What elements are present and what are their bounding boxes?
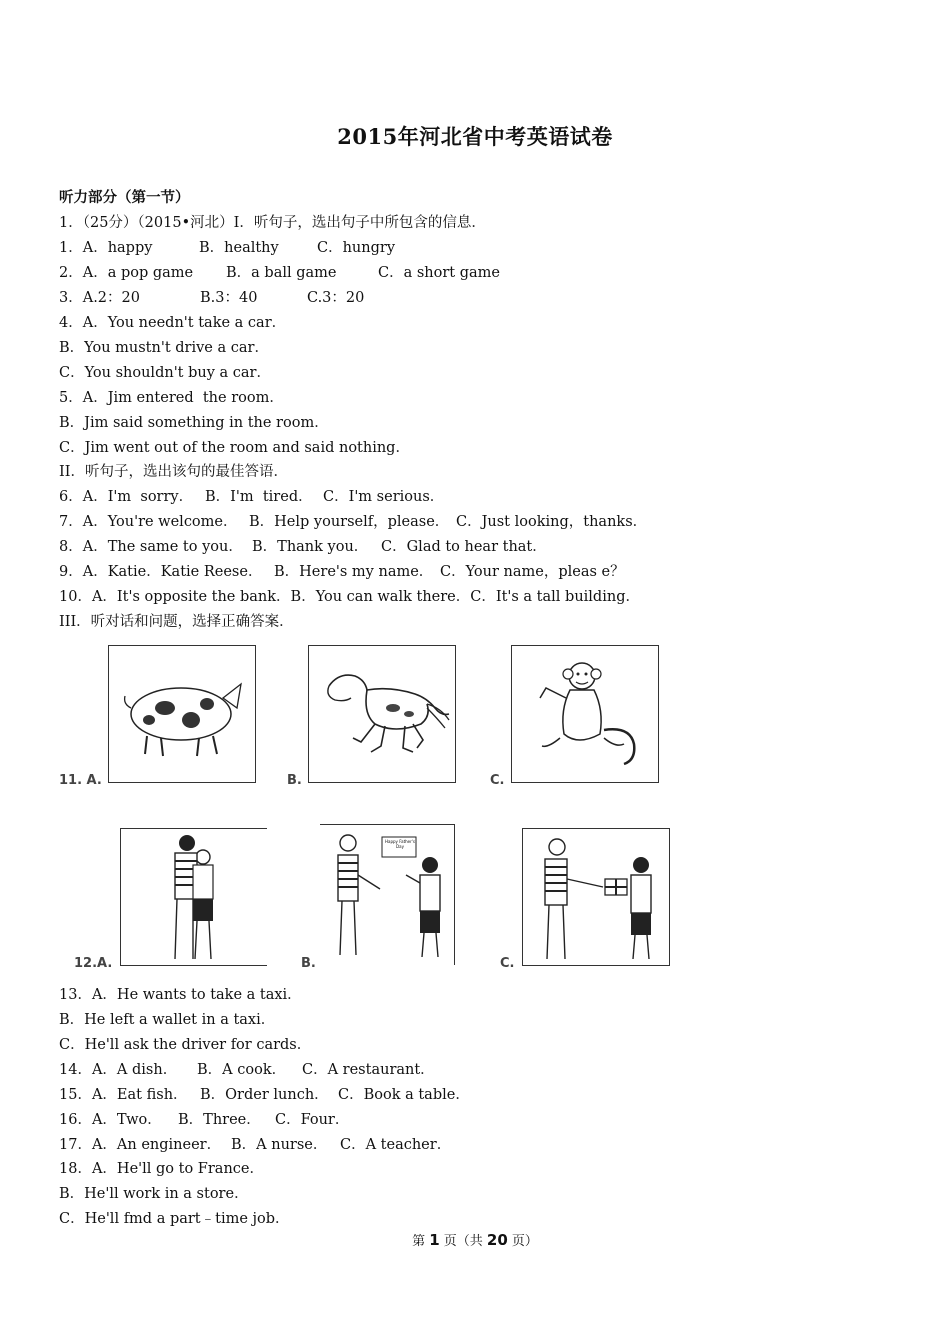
question-text: B．You mustn't drive a car． <box>59 340 269 356</box>
question-text: III．听对话和问题，选择正确答案． <box>59 614 294 630</box>
horse-icon <box>309 646 455 782</box>
answer-option: 3．A.2：20 <box>59 290 140 306</box>
answer-option: B．Order lunch． <box>200 1087 329 1103</box>
question-line <box>59 1157 264 1178</box>
page-footer <box>0 1230 950 1249</box>
question-text: II．听句子，选出该句的最佳答语． <box>59 464 288 480</box>
question-text: 18．A．He'll go to France． <box>59 1161 264 1177</box>
q12-card-text: Happy Father's Day <box>385 839 415 849</box>
section-heading: 听力部分（第一节） <box>59 189 190 206</box>
question-text: C．You shouldn't buy a car． <box>59 365 271 381</box>
answer-option: B．healthy <box>199 240 279 256</box>
answer-option: 7．A．You're welcome． <box>59 514 238 530</box>
answer-option: C.3：20 <box>307 290 365 306</box>
answer-option: C．Your name，pleas e？ <box>440 564 625 580</box>
answer-option: B．a ball game <box>226 265 337 281</box>
question-line <box>59 411 329 432</box>
answer-option: B.3：40 <box>200 290 258 306</box>
answer-option: B．Three． <box>178 1112 261 1128</box>
footer-page-number: 1 <box>429 1231 440 1249</box>
answer-option: 17．A．An engineer． <box>59 1137 222 1153</box>
question-line <box>59 336 269 357</box>
answer-option: B．Here's my name． <box>274 564 434 580</box>
q11-option-a-pig-picture <box>108 645 256 783</box>
page-title: 2015年河北省中考英语试卷 <box>337 124 613 149</box>
monkey-icon <box>512 646 658 782</box>
footer-middle: 页（共 <box>439 1234 487 1249</box>
answer-option: C．A teacher． <box>340 1137 452 1153</box>
question-line <box>59 1182 249 1203</box>
question-text: 1．（25分）（2015•河北）I．听句子，选出句子中所包含的信息． <box>59 215 486 231</box>
question-line <box>59 460 288 481</box>
answer-option: B．I'm tired． <box>205 489 313 505</box>
question-line <box>59 361 271 382</box>
question-line <box>59 585 640 606</box>
question-line <box>59 1008 275 1029</box>
q11-option-c-monkey-picture <box>511 645 659 783</box>
q12-label-c: C. <box>500 956 515 971</box>
answer-option: B．A nurse． <box>231 1137 328 1153</box>
question-text: B．Jim said something in the room． <box>59 415 329 431</box>
question-line <box>59 1033 311 1054</box>
question-text: C．He'll fmd a part﹣time job． <box>59 1211 290 1227</box>
answer-option: C．I'm serious． <box>323 489 445 505</box>
q12-option-c-gift-picture <box>522 828 670 966</box>
answer-option: C．Glad to hear that． <box>381 539 547 555</box>
question-line <box>59 311 286 332</box>
q11-label-b: B. <box>287 773 302 788</box>
answer-option: C．Book a table． <box>338 1087 470 1103</box>
answer-option: 15．A．Eat fish． <box>59 1087 188 1103</box>
question-text: 4．A．You needn't take a car． <box>59 315 287 331</box>
question-line <box>59 211 486 232</box>
question-text: 10．A．It's opposite the bank．B．You can walk there．C．It's a tall building． <box>59 589 640 605</box>
question-line <box>59 610 294 631</box>
answer-option: B．A cook． <box>197 1062 287 1078</box>
q12-label-a: 12.A. <box>74 956 113 971</box>
question-line <box>59 1207 290 1228</box>
answer-option: C．Just looking，thanks． <box>456 514 648 530</box>
question-text: C．He'll ask the driver for cards． <box>59 1037 312 1053</box>
footer-total-pages: 20 <box>486 1231 508 1249</box>
question-text: B．He left a wallet in a taxi． <box>59 1012 276 1028</box>
question-text: 5．A．Jim entered the room． <box>59 390 284 406</box>
q12-label-b: B. <box>301 956 316 971</box>
answer-option: 6．A．I'm sorry． <box>59 489 194 505</box>
footer-suffix: 页） <box>507 1234 538 1249</box>
q12-option-a-hug-picture <box>120 828 267 966</box>
question-text: B．He'll work in a store． <box>59 1186 249 1202</box>
q11-label-c: C. <box>490 773 505 788</box>
answer-option: C．A restaurant． <box>302 1062 435 1078</box>
q11-option-b-horse-picture <box>308 645 456 783</box>
answer-option: C．hungry <box>317 240 396 256</box>
question-line <box>59 983 302 1004</box>
q11-label-a: 11. A. <box>59 773 102 788</box>
answer-option: 16．A．Two． <box>59 1112 162 1128</box>
answer-option: C．a short game <box>378 265 500 281</box>
answer-option: 1．A．happy <box>59 240 153 256</box>
answer-option: 2．A．a pop game <box>59 265 194 281</box>
answer-option: B．Thank you． <box>252 539 369 555</box>
footer-prefix: 第 <box>412 1234 430 1249</box>
question-text: C．Jim went out of the room and said nothing． <box>59 440 410 456</box>
people-hugging-icon <box>121 829 267 965</box>
answer-option: 9．A．Katie．Katie Reese． <box>59 564 263 580</box>
people-gift-icon <box>523 829 669 965</box>
question-line <box>59 386 284 407</box>
answer-option: C．Four． <box>275 1112 350 1128</box>
answer-option: 8．A．The same to you． <box>59 539 243 555</box>
question-text: 13．A．He wants to take a taxi． <box>59 987 302 1003</box>
question-line <box>59 436 410 457</box>
answer-option: B．Help yourself，please． <box>249 514 450 530</box>
answer-option: 14．A．A dish． <box>59 1062 178 1078</box>
q12-option-b-card-picture <box>320 824 455 965</box>
pig-icon <box>109 646 255 782</box>
